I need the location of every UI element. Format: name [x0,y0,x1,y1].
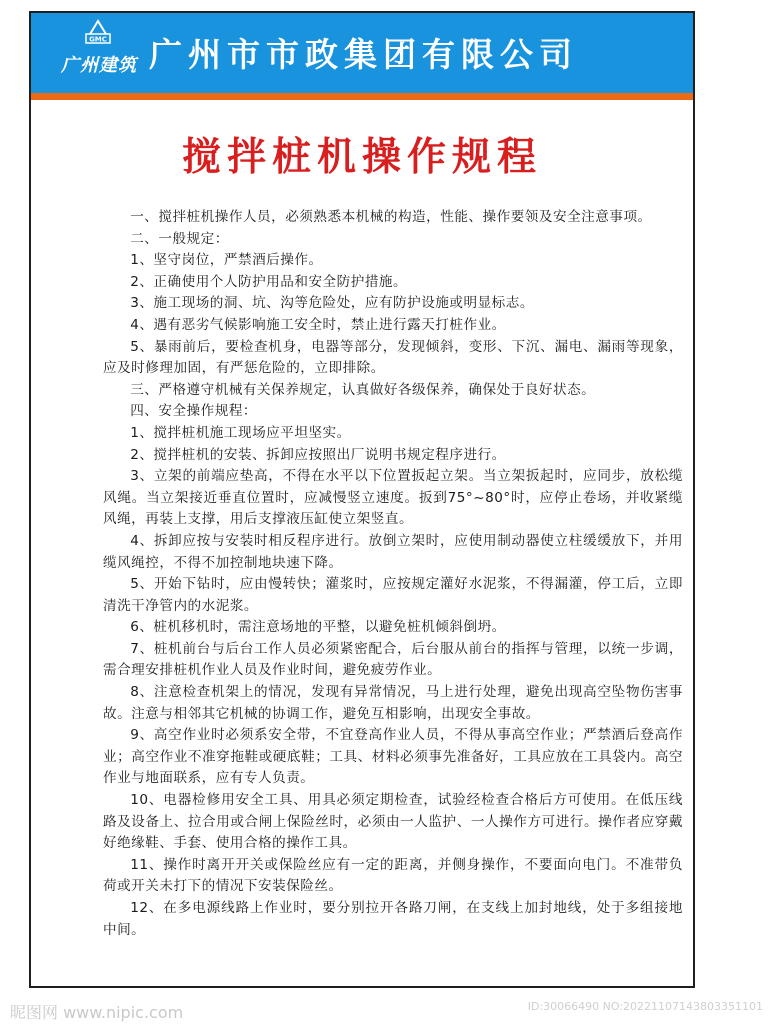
paragraph: 9、高空作业时必须系安全带，不宜登高作业人员，不得从事高空作业；严禁酒后登高作业；高空作业不准穿拖鞋或硬底鞋；工具、材料必须事先准备好，工具应放在工具袋内。高空作业与地面联系，应有专人负责。 [103,727,683,787]
paragraph: 四、安全操作规程： [130,403,258,420]
logo-emblem-text: GMC [89,35,107,44]
paragraph: 1、搅拌桩机施工现场应平坦坚实。 [130,424,351,441]
paragraph: 6、桩机移机时，需注意场地的平整，以避免桩机倾斜倒坍。 [130,619,506,636]
page-title: 搅拌桩机操作规程 [181,135,542,180]
paragraph: 3、施工现场的洞、坑、沟等危险处，应有防护设施或明显标志。 [130,295,534,312]
paragraph: 2、搅拌桩机的安装、拆卸应按照出厂说明书规定程序进行。 [130,446,506,463]
paragraph: 8、注意检查机架上的情况，发现有异常情况，马上进行处理，避免出现高空坠物伤害事故。注意与相邻其它机械的协调工作，避免互相影响，出现安全事故。 [103,684,683,722]
paragraph: 1、坚守岗位，严禁酒后操作。 [130,252,323,269]
site-watermark: 昵图网 www.nipic.com [10,1003,184,1022]
paragraph: 12、在多电源线路上作业时，要分别拉开各路刀闸，在支线上加封地线，处于多组接地中间。 [103,900,683,938]
paragraph: 4、遇有恶劣气候影响施工安全时，禁止进行露天打桩作业。 [130,316,506,333]
logo-text: 广州建筑 [61,55,137,76]
paragraph: 7、桩机前台与后台工作人员必须紧密配合，后台服从前台的指挥与管理，以统一步调，需合理安排桩机作业人员及作业时间，避免疲劳作业。 [103,640,683,679]
accent-divider [31,93,693,100]
header-banner [31,13,693,93]
image-id-watermark: ID:30066490 NO:20221107143803351101 [527,1000,763,1013]
paragraph: 5、暴雨前后，要检查机身，电器等部分，发现倾斜，变形、下沉、漏电、漏雨等现象，应及时修理加固，有严惩危险的，立即排除。 [103,338,683,377]
company-logo-icon [83,19,113,45]
paragraph: 一、搅拌桩机操作人员，必须熟悉本机械的构造，性能、操作要领及安全注意事项。 [130,209,652,225]
paragraph: 三、严格遵守机械有关保养规定，认真做好各级保养，确保处于良好状态。 [130,381,596,398]
paragraph: 11、操作时离开开关或保险丝应有一定的距离，并侧身操作，不要面向电门。不准带负荷或开关未打下的情况下安装保险丝。 [103,856,683,895]
paragraph: 2、正确使用个人防护用品和安全防护措施。 [130,273,408,290]
safety-notice-board [29,11,695,988]
paragraph: 二、一般规定： [130,230,229,247]
paragraph: 3、立架的前端应垫高，不得在水平以下位置扳起立架。当立架扳起时，应同步，放松缆风绳。当立架接近垂直位置时，应减慢竖立速度。扳到75°~80°时，应停止卷场，并收紧缆风绳，再装上支撑，用后支撑液压缸使立架竖直。 [103,468,683,528]
company-name: 广州市市政集团有限公司 [149,35,578,74]
regulation-body [103,207,683,941]
paragraph: 10、电器检修用安全工具、用具必须定期检查，试验经检查合格后方可使用。在低压线路及设备上、拉合用或合闸上保险丝时，必须由一人监护、一人操作方可进行。操作者应穿戴好绝缘鞋、手套、使用合格的操作工具。 [103,792,683,852]
paragraph: 4、拆卸应按与安装时相反程序进行。放倒立架时，应使用制动器使立柱缓缓放下，并用缆风绳控，不得不加控制地块速下降。 [103,532,683,571]
paragraph: 5、开始下钻时，应由慢转快；灌浆时，应按规定灌好水泥浆，不得漏灌，停工后，立即清洗干净管内的水泥浆。 [103,576,683,614]
